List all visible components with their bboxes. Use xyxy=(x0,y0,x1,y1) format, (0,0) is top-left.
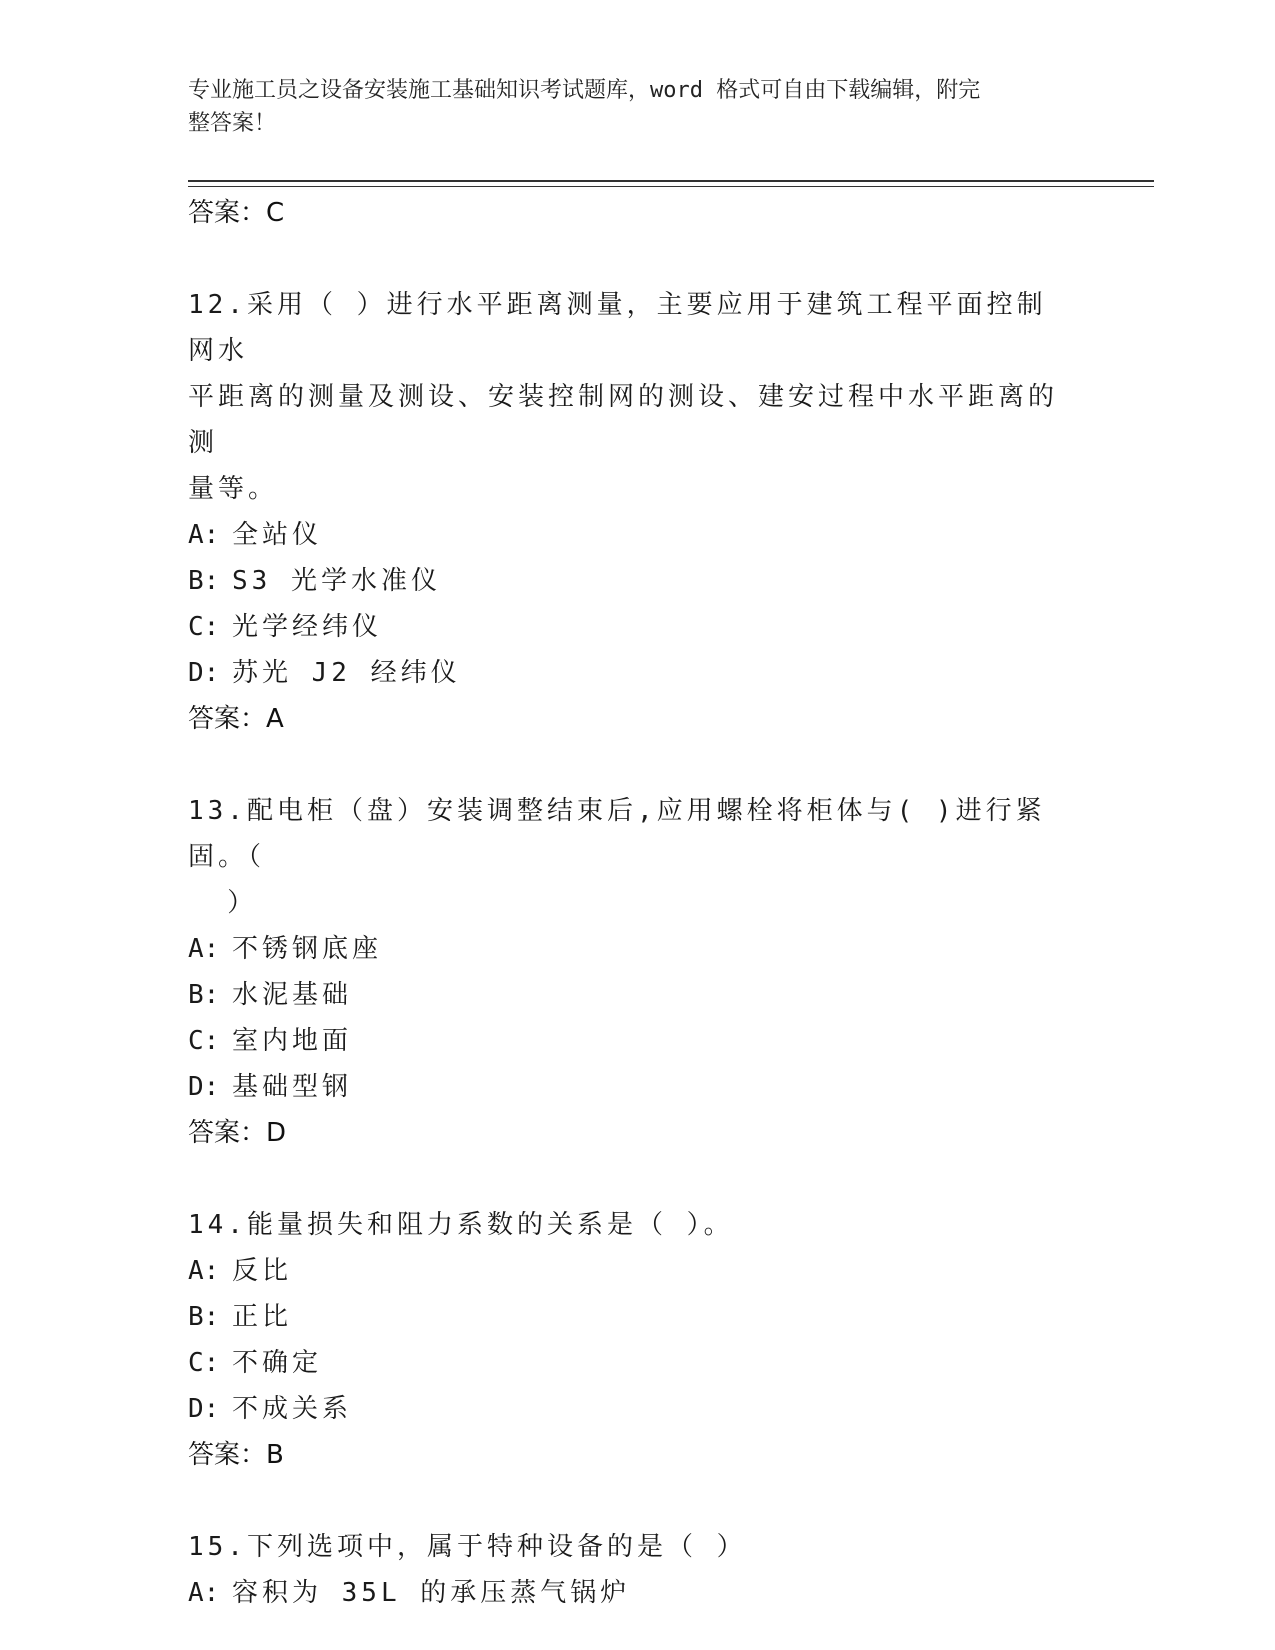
question-text-line: ） xyxy=(188,888,258,918)
option-key: A: xyxy=(188,1256,220,1286)
option-key: B: xyxy=(188,1302,220,1332)
spacer xyxy=(188,1156,1068,1202)
answer-line: 答案：A xyxy=(188,704,284,734)
option-d xyxy=(188,1064,1068,1110)
question-text-line: 14.能量损失和阻力系数的关系是（ ）。 xyxy=(188,1210,734,1240)
option-key: B: xyxy=(188,566,220,596)
header-divider-thick xyxy=(188,180,1154,182)
option-b xyxy=(188,972,1068,1018)
option-text: 苏光 J2 经纬仪 xyxy=(232,658,461,688)
option-a xyxy=(188,512,1068,558)
option-key: D: xyxy=(188,1072,220,1102)
option-text: 室内地面 xyxy=(232,1026,353,1056)
question-text-line: 13.配电柜（盘）安装调整结束后,应用螺栓将柜体与( )进行紧固。（ xyxy=(188,796,1046,872)
header-line-1: 专业施工员之设备安装施工基础知识考试题库，word 格式可自由下载编辑，附完 xyxy=(188,78,981,103)
page-header xyxy=(188,74,1068,140)
option-key: D: xyxy=(188,1394,220,1424)
option-text: 容积为 35L 的承压蒸气锅炉 xyxy=(232,1578,631,1608)
option-b xyxy=(188,558,1068,604)
option-key: C: xyxy=(188,1026,220,1056)
option-a xyxy=(188,1248,1068,1294)
option-a xyxy=(188,926,1068,972)
question-block xyxy=(188,788,1068,1156)
question-text-line: 12.采用（ ）进行水平距离测量，主要应用于建筑工程平面控制网水 xyxy=(188,290,1047,366)
option-text: 水泥基础 xyxy=(232,980,353,1010)
answer-line: 答案：C xyxy=(188,198,285,228)
option-text: 全站仪 xyxy=(232,520,323,550)
option-b xyxy=(188,1294,1068,1340)
option-key: C: xyxy=(188,1348,220,1378)
option-text: 基础型钢 xyxy=(232,1072,353,1102)
question-block xyxy=(188,1202,1068,1478)
option-text: 正比 xyxy=(232,1302,293,1332)
option-c xyxy=(188,1340,1068,1386)
option-text: 光学经纬仪 xyxy=(232,612,383,642)
option-c xyxy=(188,604,1068,650)
option-a xyxy=(188,1570,1068,1616)
option-d xyxy=(188,650,1068,696)
option-key: D: xyxy=(188,658,220,688)
header-divider-thin xyxy=(188,186,1154,187)
option-c xyxy=(188,1018,1068,1064)
spacer xyxy=(188,742,1068,788)
option-key: B: xyxy=(188,980,220,1010)
option-text: 不确定 xyxy=(232,1348,323,1378)
option-key: A: xyxy=(188,1578,220,1608)
option-key: A: xyxy=(188,520,220,550)
question-text-line: 15.下列选项中，属于特种设备的是（ ） xyxy=(188,1532,747,1562)
answer-line: 答案：B xyxy=(188,1440,284,1470)
spacer xyxy=(188,236,1068,282)
header-line-2: 整答案！ xyxy=(188,111,277,136)
answer-line: 答案：D xyxy=(188,1118,287,1148)
option-d xyxy=(188,1386,1068,1432)
question-list xyxy=(188,190,1068,1616)
option-text: S3 光学水准仪 xyxy=(232,566,441,596)
question-text-line: 量等。 xyxy=(188,474,279,504)
question-block xyxy=(188,282,1068,742)
question-text-line: 平距离的测量及测设、安装控制网的测设、建安过程中水平距离的测 xyxy=(188,382,1059,458)
option-key: A: xyxy=(188,934,220,964)
option-text: 不锈钢底座 xyxy=(232,934,383,964)
spacer xyxy=(188,1478,1068,1524)
option-text: 不成关系 xyxy=(232,1394,353,1424)
question-block xyxy=(188,1524,1068,1616)
option-text: 反比 xyxy=(232,1256,293,1286)
option-key: C: xyxy=(188,612,220,642)
